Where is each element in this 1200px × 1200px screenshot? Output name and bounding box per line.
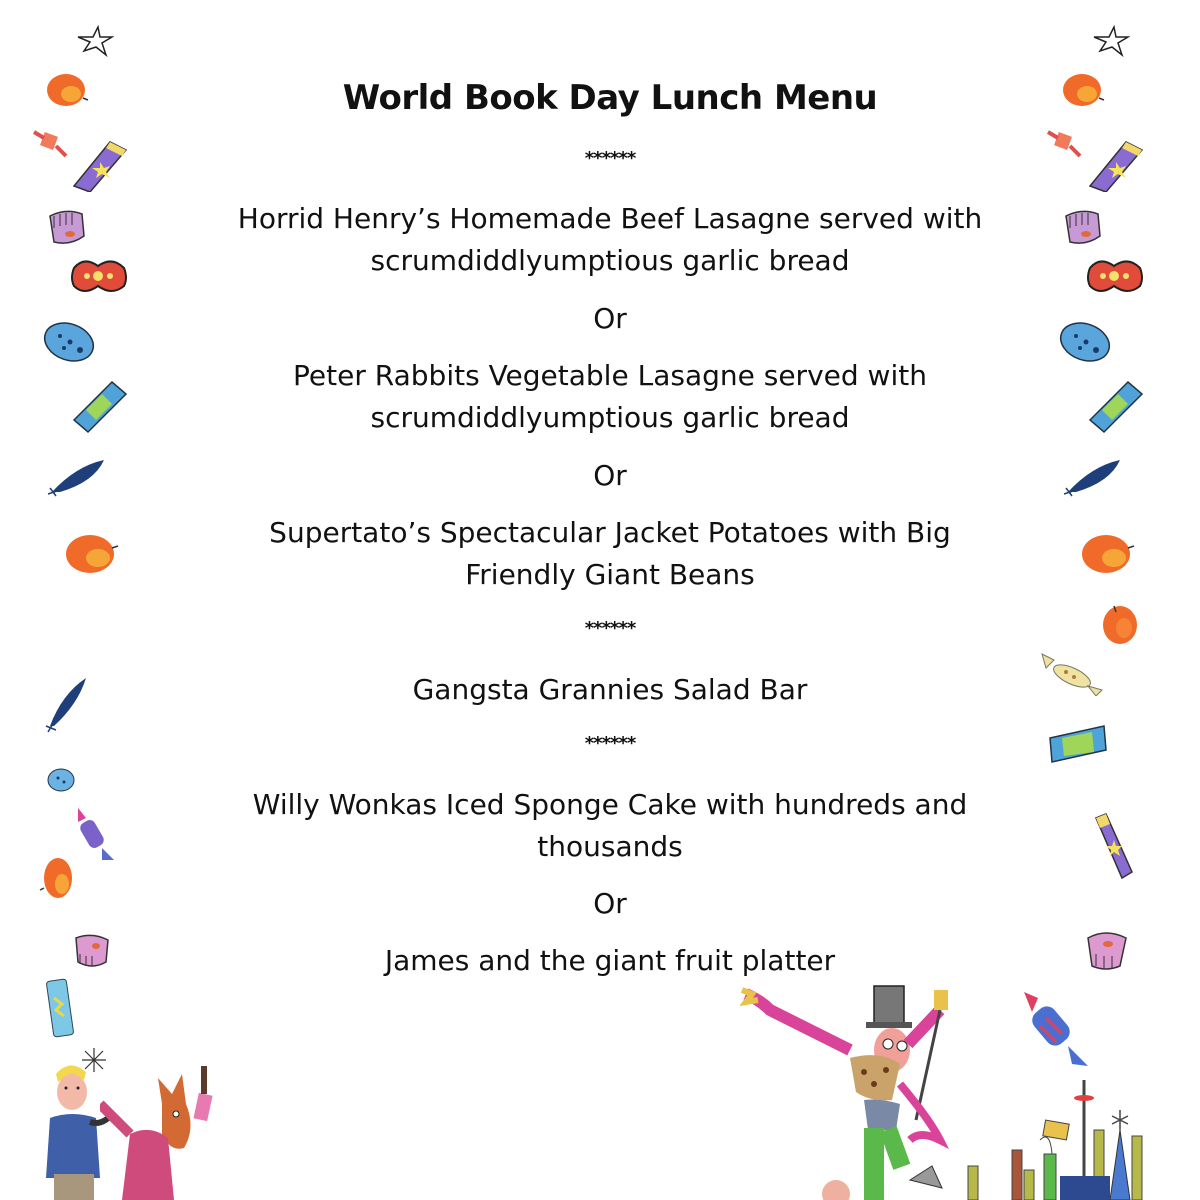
menu-item-2-line-1: Peter Rabbits Vegetable Lasagne served with [293, 359, 927, 392]
fox-character-illustration [100, 1064, 224, 1200]
or-divider: Or [593, 887, 627, 920]
menu-item-3-line-2: Friendly Giant Beans [465, 558, 755, 591]
menu-item-5-line-1: Willy Wonkas Iced Sponge Cake with hundreds and [252, 788, 968, 821]
apple-icon [1100, 600, 1140, 646]
cake-icon [1062, 208, 1104, 248]
candy-bar-icon [1088, 380, 1144, 434]
sweet-wrapper-icon [1086, 256, 1144, 296]
menu-item-2-line-2: scrumdiddlyumptious garlic bread [370, 401, 850, 434]
menu-item-4: Gangsta Grannies Salad Bar [412, 673, 808, 706]
menu-item-3-line-1: Supertato’s Spectacular Jacket Potatoes with Big [269, 516, 951, 549]
separator: ****** [584, 618, 636, 639]
candy-bar-icon [44, 978, 78, 1038]
or-divider: Or [593, 302, 627, 335]
egg-icon [46, 766, 76, 794]
apple-icon [64, 532, 120, 576]
egg-icon [1058, 320, 1112, 364]
feather-icon [46, 456, 108, 498]
chocolate-bar-icon [1088, 140, 1144, 192]
sweet-icon [32, 124, 68, 160]
willy-wonka-character-illustration [740, 980, 970, 1200]
feather-icon [44, 674, 90, 734]
star-icon [76, 25, 114, 57]
sweet-wrapper-icon [70, 256, 128, 296]
apple-icon [1080, 532, 1136, 576]
cake-icon [1084, 928, 1130, 972]
separator: ****** [584, 733, 636, 754]
candy-bar-icon [72, 380, 128, 434]
apple-icon [1062, 72, 1106, 108]
star-icon [1092, 25, 1130, 57]
sweet-icon [1046, 124, 1082, 160]
menu-item-5-line-2: thousands [537, 830, 683, 863]
menu-item-1-line-1: Horrid Henry’s Homemade Beef Lasagne served with [237, 202, 983, 235]
apple-icon [38, 854, 74, 902]
sweet-icon [1040, 650, 1104, 696]
feather-icon [1062, 456, 1124, 498]
chocolate-bar-icon [72, 140, 128, 192]
separator: ****** [584, 148, 636, 169]
cake-icon [72, 932, 112, 972]
or-divider: Or [593, 459, 627, 492]
factory-skyline-illustration [960, 1070, 1150, 1200]
candy-bar-icon [1048, 724, 1108, 764]
cake-icon [46, 208, 88, 248]
menu-item-1-line-2: scrumdiddlyumptious garlic bread [370, 244, 850, 277]
egg-icon [42, 320, 96, 364]
menu-item-6: James and the giant fruit platter [384, 944, 836, 977]
menu-title: World Book Day Lunch Menu [342, 78, 878, 118]
sweet-icon [72, 806, 118, 864]
chocolate-bar-icon [1094, 812, 1134, 882]
sweet-icon [1016, 984, 1094, 1070]
apple-icon [46, 72, 90, 108]
